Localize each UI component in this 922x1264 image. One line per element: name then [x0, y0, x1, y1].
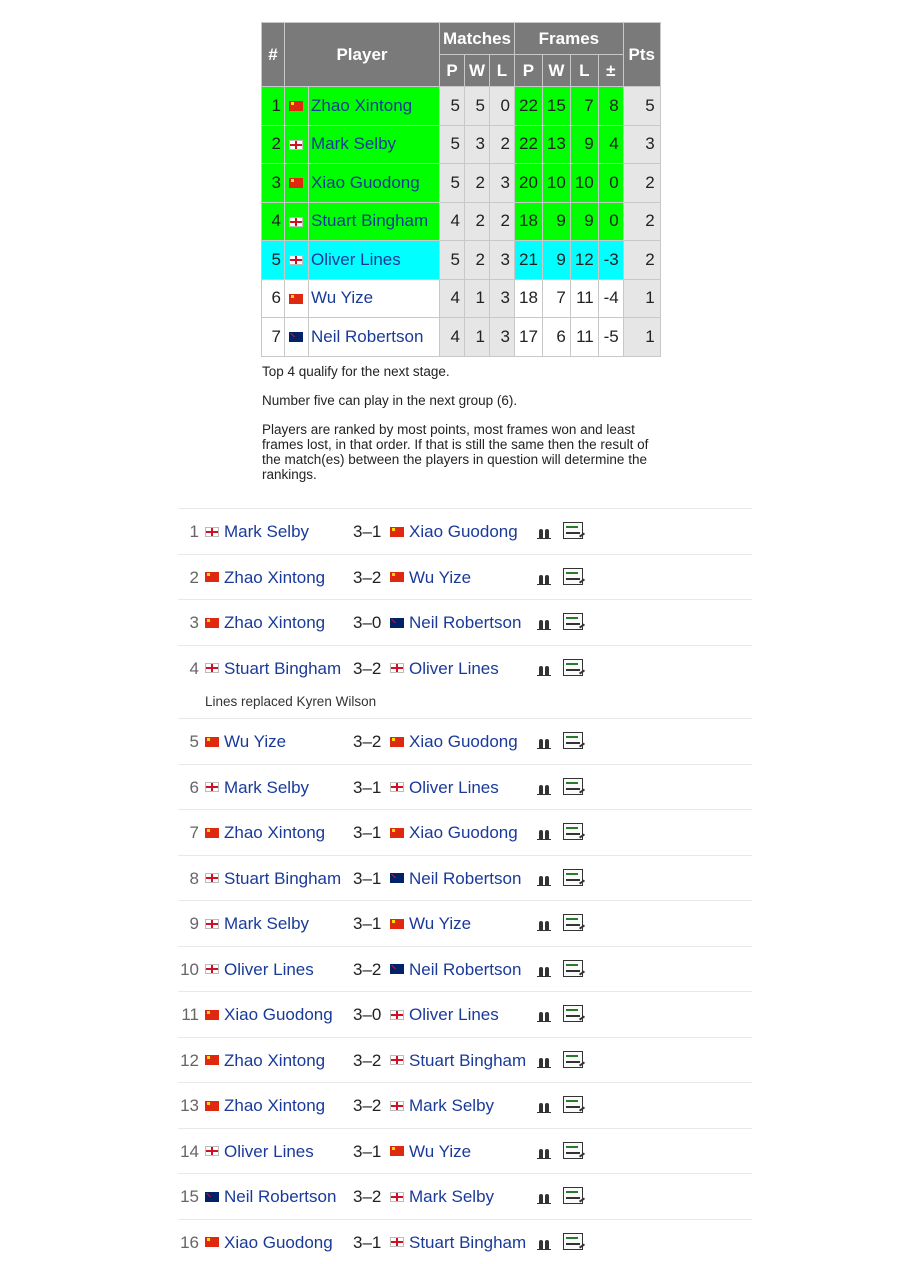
- matches-played-cell: 4: [440, 318, 465, 357]
- match-score: 3–2: [353, 1096, 381, 1116]
- match-score: 3–2: [353, 659, 381, 679]
- match-report-icon[interactable]: [563, 568, 583, 585]
- points-cell: 1: [623, 279, 660, 318]
- match-report-icon[interactable]: [563, 1187, 583, 1204]
- position-cell: 3: [262, 164, 285, 203]
- player-one-name[interactable]: Mark Selby: [224, 778, 309, 797]
- points-cell: 2: [623, 202, 660, 241]
- match-score: 3–1: [353, 522, 381, 542]
- flag-cell: [285, 164, 309, 203]
- standings-row: [262, 87, 661, 126]
- player-one-name[interactable]: Oliver Lines: [224, 960, 314, 979]
- frame-diff-cell: 0: [598, 164, 623, 203]
- frames-lost-cell: 10: [570, 164, 598, 203]
- frames-won-cell: 9: [542, 202, 570, 241]
- flag-cell: [285, 87, 309, 126]
- player-link[interactable]: Stuart Bingham: [309, 202, 440, 241]
- matches-won-cell: 1: [465, 318, 490, 357]
- head-to-head-icon[interactable]: [537, 873, 551, 885]
- player-one-name[interactable]: Zhao Xintong: [224, 568, 325, 587]
- china-flag-icon: [390, 1146, 404, 1156]
- match-number: 13: [180, 1096, 199, 1116]
- match-report-icon[interactable]: [563, 522, 583, 539]
- player-one-name[interactable]: Stuart Bingham: [224, 659, 341, 678]
- frames-lost-cell: 9: [570, 125, 598, 164]
- match-row: [178, 599, 752, 645]
- frames-lost-cell: 11: [570, 318, 598, 357]
- australia-flag-icon: [390, 618, 404, 628]
- match-report-icon[interactable]: [563, 960, 583, 977]
- england-flag-icon: [205, 527, 219, 537]
- matches-won-cell: 2: [465, 241, 490, 280]
- china-flag-icon: [205, 828, 219, 838]
- head-to-head-icon[interactable]: [537, 1100, 551, 1112]
- player-one[interactable]: [205, 1096, 325, 1116]
- frames-won-cell: 7: [542, 279, 570, 318]
- match-row: [178, 554, 752, 600]
- matches-won-cell: 2: [465, 164, 490, 203]
- match-row: [178, 900, 752, 946]
- match-score: 3–1: [353, 869, 381, 889]
- matches-played-cell: 5: [440, 125, 465, 164]
- match-report-icon[interactable]: [563, 1142, 583, 1159]
- player-two[interactable]: [390, 1005, 499, 1025]
- china-flag-icon: [205, 1010, 219, 1020]
- matches-won-cell: 1: [465, 279, 490, 318]
- player-two-name[interactable]: Oliver Lines: [409, 778, 499, 797]
- match-number: 7: [190, 823, 199, 843]
- england-flag-icon: [390, 663, 404, 673]
- flag-cell: [285, 241, 309, 280]
- england-flag-icon: [289, 140, 303, 150]
- frame-diff-cell: 4: [598, 125, 623, 164]
- frames-played-cell: 20: [515, 164, 543, 203]
- head-to-head-icon[interactable]: [537, 1009, 551, 1021]
- frames-played-cell: 18: [515, 202, 543, 241]
- player-two[interactable]: [390, 914, 471, 934]
- match-report-icon[interactable]: [563, 869, 583, 886]
- player-two-name[interactable]: Mark Selby: [409, 1187, 494, 1206]
- position-cell: 4: [262, 202, 285, 241]
- match-number: 10: [180, 960, 199, 980]
- match-score: 3–1: [353, 1142, 381, 1162]
- head-to-head-icon[interactable]: [537, 526, 551, 538]
- frame-diff-cell: -5: [598, 318, 623, 357]
- player-two[interactable]: [390, 1051, 526, 1071]
- match-score: 3–2: [353, 1051, 381, 1071]
- frames-won-cell: 9: [542, 241, 570, 280]
- player-link[interactable]: Wu Yize: [309, 279, 440, 318]
- player-two-name[interactable]: Xiao Guodong: [409, 522, 518, 541]
- player-one-name[interactable]: Zhao Xintong: [224, 823, 325, 842]
- china-flag-icon: [205, 1055, 219, 1065]
- frames-played-cell: 21: [515, 241, 543, 280]
- player-one-name[interactable]: Neil Robertson: [224, 1187, 336, 1206]
- player-one-name[interactable]: Xiao Guodong: [224, 1005, 333, 1024]
- player-two[interactable]: [390, 613, 521, 633]
- player-one-name[interactable]: Wu Yize: [224, 732, 286, 751]
- header-frame-difference: ±: [598, 55, 623, 87]
- player-one[interactable]: [205, 914, 309, 934]
- head-to-head-icon[interactable]: [537, 1191, 551, 1203]
- matches-played-cell: 4: [440, 279, 465, 318]
- standings-notes: [262, 364, 662, 496]
- player-two[interactable]: [390, 1142, 471, 1162]
- china-flag-icon: [390, 527, 404, 537]
- match-row: [178, 1037, 752, 1083]
- player-link[interactable]: Zhao Xintong: [309, 87, 440, 126]
- australia-flag-icon: [289, 332, 303, 342]
- match-row: [178, 1219, 752, 1264]
- match-score: 3–2: [353, 960, 381, 980]
- match-number: 16: [180, 1233, 199, 1253]
- player-one[interactable]: [205, 1142, 314, 1162]
- player-one[interactable]: [205, 1187, 336, 1207]
- player-two-name[interactable]: Oliver Lines: [409, 1005, 499, 1024]
- player-one-name[interactable]: Mark Selby: [224, 522, 309, 541]
- match-score: 3–0: [353, 613, 381, 633]
- match-row: [178, 645, 752, 691]
- china-flag-icon: [289, 101, 303, 111]
- player-one-name[interactable]: Oliver Lines: [224, 1142, 314, 1161]
- header-matches-lost: L: [490, 55, 515, 87]
- match-number: 14: [180, 1142, 199, 1162]
- match-score: 3–0: [353, 1005, 381, 1025]
- flag-cell: [285, 125, 309, 164]
- frames-played-cell: 22: [515, 125, 543, 164]
- match-row: [178, 1173, 752, 1219]
- match-row: [178, 991, 752, 1037]
- matches-won-cell: 3: [465, 125, 490, 164]
- player-two-name[interactable]: Wu Yize: [409, 1142, 471, 1161]
- player-one[interactable]: [205, 659, 341, 679]
- match-note: [178, 690, 752, 718]
- head-to-head-icon[interactable]: [537, 1055, 551, 1067]
- player-two[interactable]: [390, 1233, 526, 1253]
- match-report-icon[interactable]: [563, 659, 583, 676]
- player-one-name[interactable]: Stuart Bingham: [224, 869, 341, 888]
- header-frames: Frames: [515, 23, 624, 55]
- matches-lost-cell: 3: [490, 241, 515, 280]
- frames-played-cell: 18: [515, 279, 543, 318]
- player-one-name[interactable]: Zhao Xintong: [224, 1051, 325, 1070]
- frames-played-cell: 17: [515, 318, 543, 357]
- standings-row: [262, 318, 661, 357]
- matches-lost-cell: 3: [490, 164, 515, 203]
- match-report-icon[interactable]: [563, 1233, 583, 1250]
- match-note-text: Lines replaced Kyren Wilson: [205, 694, 376, 709]
- header-frames-played: P: [515, 55, 543, 87]
- player-one[interactable]: [205, 732, 286, 752]
- match-number: 9: [190, 914, 199, 934]
- china-flag-icon: [205, 572, 219, 582]
- standings-row: [262, 279, 661, 318]
- match-score: 3–2: [353, 568, 381, 588]
- flag-cell: [285, 202, 309, 241]
- match-number: 1: [190, 522, 199, 542]
- england-flag-icon: [205, 782, 219, 792]
- player-two[interactable]: [390, 1096, 494, 1116]
- frames-won-cell: 13: [542, 125, 570, 164]
- player-two[interactable]: [390, 823, 518, 843]
- frames-played-cell: 22: [515, 87, 543, 126]
- match-number: 2: [190, 568, 199, 588]
- points-cell: 5: [623, 87, 660, 126]
- match-row: [178, 764, 752, 810]
- frame-diff-cell: 0: [598, 202, 623, 241]
- player-link[interactable]: Xiao Guodong: [309, 164, 440, 203]
- frames-won-cell: 10: [542, 164, 570, 203]
- player-two[interactable]: [390, 778, 499, 798]
- frames-lost-cell: 7: [570, 87, 598, 126]
- match-row: [178, 946, 752, 992]
- header-pts: Pts: [623, 23, 660, 87]
- player-one[interactable]: [205, 522, 309, 542]
- player-one[interactable]: [205, 869, 341, 889]
- matches-lost-cell: 2: [490, 202, 515, 241]
- australia-flag-icon: [390, 873, 404, 883]
- england-flag-icon: [205, 1146, 219, 1156]
- matches-lost-cell: 3: [490, 279, 515, 318]
- australia-flag-icon: [390, 964, 404, 974]
- frames-lost-cell: 12: [570, 241, 598, 280]
- player-one[interactable]: [205, 568, 325, 588]
- matches-played-cell: 5: [440, 164, 465, 203]
- match-report-icon[interactable]: [563, 1051, 583, 1068]
- player-one[interactable]: [205, 1005, 333, 1025]
- match-row: [178, 1128, 752, 1174]
- standings-row: [262, 164, 661, 203]
- england-flag-icon: [205, 663, 219, 673]
- match-number: 5: [190, 732, 199, 752]
- points-cell: 1: [623, 318, 660, 357]
- position-cell: 7: [262, 318, 285, 357]
- position-cell: 2: [262, 125, 285, 164]
- head-to-head-icon[interactable]: [537, 617, 551, 629]
- australia-flag-icon: [205, 1192, 219, 1202]
- head-to-head-icon[interactable]: [537, 782, 551, 794]
- player-one[interactable]: [205, 1233, 333, 1253]
- head-to-head-icon[interactable]: [537, 1237, 551, 1249]
- match-score: 3–1: [353, 823, 381, 843]
- player-two[interactable]: [390, 732, 518, 752]
- player-one-name[interactable]: Zhao Xintong: [224, 1096, 325, 1115]
- match-number: 6: [190, 778, 199, 798]
- header-frames-lost: L: [570, 55, 598, 87]
- match-report-icon[interactable]: [563, 778, 583, 795]
- match-number: 11: [181, 1005, 199, 1025]
- match-report-icon[interactable]: [563, 823, 583, 840]
- england-flag-icon: [390, 1192, 404, 1202]
- china-flag-icon: [289, 294, 303, 304]
- note-next-group: Number five can play in the next group (6).: [262, 393, 662, 408]
- position-cell: 1: [262, 87, 285, 126]
- player-two-name[interactable]: Stuart Bingham: [409, 1233, 526, 1252]
- points-cell: 3: [623, 125, 660, 164]
- player-two-name[interactable]: Neil Robertson: [409, 869, 521, 888]
- header-matches-played: P: [440, 55, 465, 87]
- matches-lost-cell: 2: [490, 125, 515, 164]
- china-flag-icon: [390, 572, 404, 582]
- position-cell: 5: [262, 241, 285, 280]
- note-qualify: Top 4 qualify for the next stage.: [262, 364, 662, 379]
- points-cell: 2: [623, 241, 660, 280]
- china-flag-icon: [289, 178, 303, 188]
- frames-lost-cell: 9: [570, 202, 598, 241]
- player-one[interactable]: [205, 823, 325, 843]
- player-one[interactable]: [205, 613, 325, 633]
- england-flag-icon: [205, 919, 219, 929]
- match-report-icon[interactable]: [563, 1005, 583, 1022]
- matches-lost-cell: 3: [490, 318, 515, 357]
- player-two-name[interactable]: Mark Selby: [409, 1096, 494, 1115]
- player-one-name[interactable]: Zhao Xintong: [224, 613, 325, 632]
- match-row: [178, 718, 752, 764]
- player-one[interactable]: [205, 960, 314, 980]
- china-flag-icon: [205, 618, 219, 628]
- matches-won-cell: 2: [465, 202, 490, 241]
- match-report-icon[interactable]: [563, 1096, 583, 1113]
- player-two-name[interactable]: Xiao Guodong: [409, 732, 518, 751]
- match-number: 15: [180, 1187, 199, 1207]
- player-two[interactable]: [390, 659, 499, 679]
- china-flag-icon: [205, 1101, 219, 1111]
- player-two[interactable]: [390, 869, 521, 889]
- frames-won-cell: 6: [542, 318, 570, 357]
- player-two[interactable]: [390, 568, 471, 588]
- frame-diff-cell: -4: [598, 279, 623, 318]
- match-number: 12: [180, 1051, 199, 1071]
- head-to-head-icon[interactable]: [537, 736, 551, 748]
- points-cell: 2: [623, 164, 660, 203]
- player-two-name[interactable]: Stuart Bingham: [409, 1051, 526, 1070]
- china-flag-icon: [390, 828, 404, 838]
- china-flag-icon: [390, 919, 404, 929]
- head-to-head-icon[interactable]: [537, 1146, 551, 1158]
- flag-cell: [285, 279, 309, 318]
- england-flag-icon: [390, 782, 404, 792]
- match-score: 3–2: [353, 1187, 381, 1207]
- player-two-name[interactable]: Wu Yize: [409, 568, 471, 587]
- match-row: [178, 809, 752, 855]
- frame-diff-cell: 8: [598, 87, 623, 126]
- matches-played-cell: 5: [440, 87, 465, 126]
- match-number: 8: [190, 869, 199, 889]
- england-flag-icon: [289, 255, 303, 265]
- frames-won-cell: 15: [542, 87, 570, 126]
- head-to-head-icon[interactable]: [537, 572, 551, 584]
- header-pos: #: [262, 23, 285, 87]
- match-row: [178, 508, 752, 554]
- standings-table: [261, 22, 661, 357]
- player-two-name[interactable]: Oliver Lines: [409, 659, 499, 678]
- match-score: 3–2: [353, 732, 381, 752]
- match-score: 3–1: [353, 778, 381, 798]
- header-frames-won: W: [542, 55, 570, 87]
- standings-row: [262, 241, 661, 280]
- player-two-name[interactable]: Neil Robertson: [409, 613, 521, 632]
- note-ranking-rules: Players are ranked by most points, most frames won and least frames lost, in that order. If that is still the same then the result of the match(es) between the players in question will determine the rankings.: [262, 422, 662, 482]
- player-two-name[interactable]: Wu Yize: [409, 914, 471, 933]
- head-to-head-icon[interactable]: [537, 918, 551, 930]
- match-score: 3–1: [353, 1233, 381, 1253]
- frame-diff-cell: -3: [598, 241, 623, 280]
- player-two[interactable]: [390, 522, 518, 542]
- england-flag-icon: [205, 964, 219, 974]
- position-cell: 6: [262, 279, 285, 318]
- player-one-name[interactable]: Mark Selby: [224, 914, 309, 933]
- head-to-head-icon[interactable]: [537, 964, 551, 976]
- head-to-head-icon[interactable]: [537, 827, 551, 839]
- player-link[interactable]: Oliver Lines: [309, 241, 440, 280]
- player-one[interactable]: [205, 778, 309, 798]
- match-number: 3: [190, 613, 199, 633]
- player-two-name[interactable]: Neil Robertson: [409, 960, 521, 979]
- matches-won-cell: 5: [465, 87, 490, 126]
- frames-lost-cell: 11: [570, 279, 598, 318]
- player-link[interactable]: Mark Selby: [309, 125, 440, 164]
- england-flag-icon: [289, 217, 303, 227]
- match-report-icon[interactable]: [563, 914, 583, 931]
- standings-row: [262, 125, 661, 164]
- header-player: Player: [285, 23, 440, 87]
- player-link[interactable]: Neil Robertson: [309, 318, 440, 357]
- player-two[interactable]: [390, 1187, 494, 1207]
- england-flag-icon: [205, 873, 219, 883]
- england-flag-icon: [390, 1101, 404, 1111]
- match-report-icon[interactable]: [563, 613, 583, 630]
- match-report-icon[interactable]: [563, 732, 583, 749]
- match-list: [178, 508, 752, 1264]
- england-flag-icon: [390, 1010, 404, 1020]
- match-score: 3–1: [353, 914, 381, 934]
- header-matches-won: W: [465, 55, 490, 87]
- match-row: [178, 855, 752, 901]
- match-row: [178, 1082, 752, 1128]
- match-number: 4: [190, 659, 199, 679]
- standings-row: [262, 202, 661, 241]
- player-two-name[interactable]: Xiao Guodong: [409, 823, 518, 842]
- matches-lost-cell: 0: [490, 87, 515, 126]
- england-flag-icon: [390, 1055, 404, 1065]
- matches-played-cell: 5: [440, 241, 465, 280]
- head-to-head-icon[interactable]: [537, 663, 551, 675]
- china-flag-icon: [390, 737, 404, 747]
- header-matches: Matches: [440, 23, 515, 55]
- flag-cell: [285, 318, 309, 357]
- china-flag-icon: [205, 737, 219, 747]
- player-two[interactable]: [390, 960, 521, 980]
- player-one-name[interactable]: Xiao Guodong: [224, 1233, 333, 1252]
- player-one[interactable]: [205, 1051, 325, 1071]
- matches-played-cell: 4: [440, 202, 465, 241]
